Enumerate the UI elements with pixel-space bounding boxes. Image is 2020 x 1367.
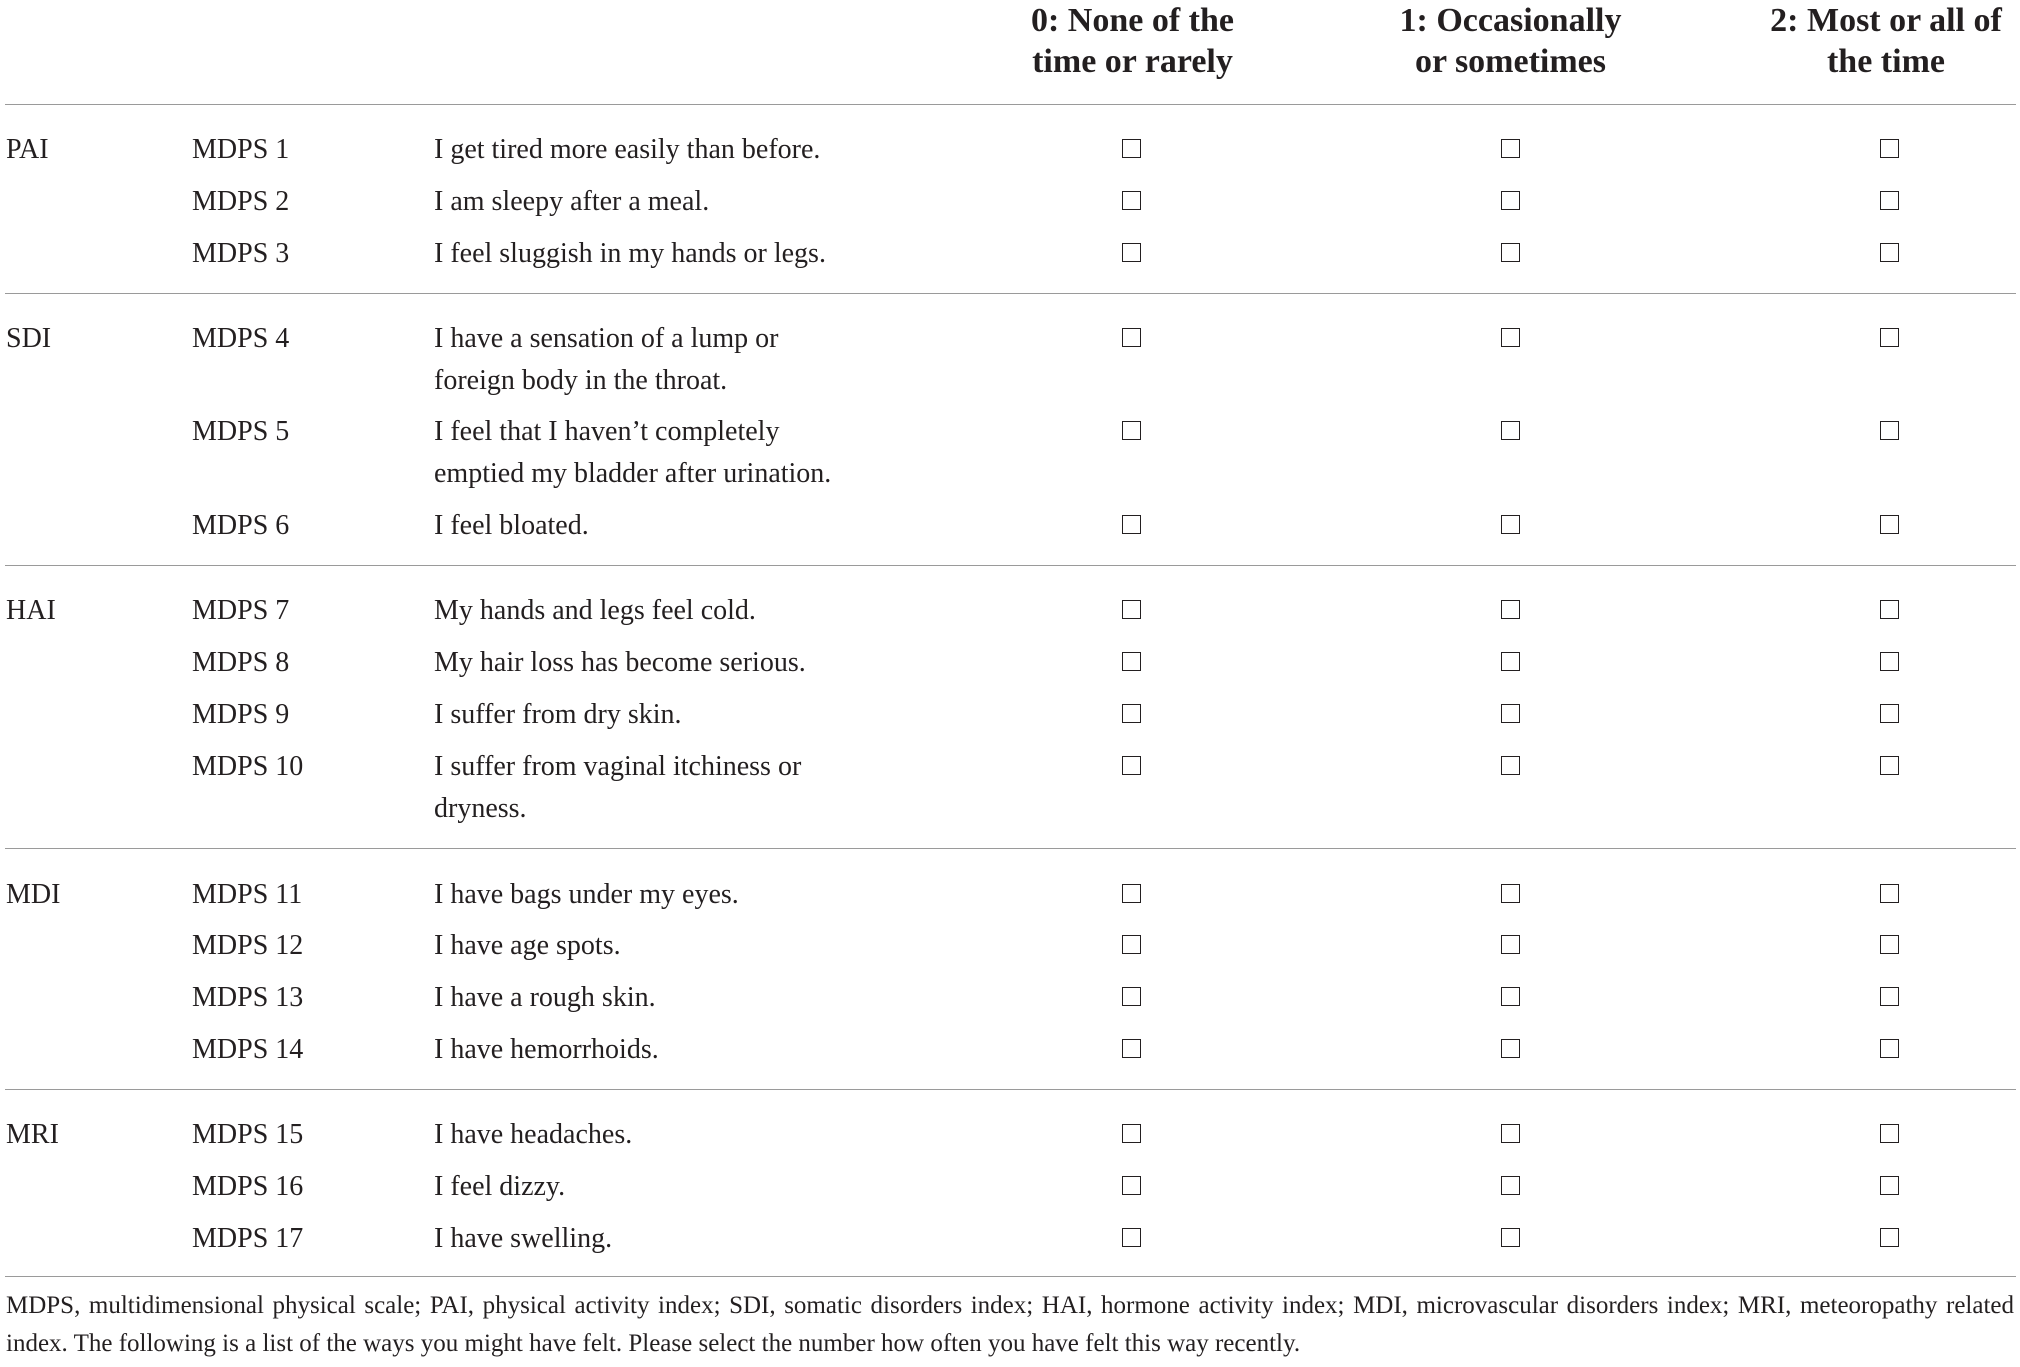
response-checkbox-2[interactable] bbox=[1880, 328, 1899, 347]
table-rule bbox=[5, 1276, 2016, 1277]
response-checkbox-0[interactable] bbox=[1122, 600, 1141, 619]
item-id: MDPS 12 bbox=[192, 930, 304, 961]
option-header-2: 2: Most or all of the time bbox=[1770, 2, 2002, 80]
item-id: MDPS 1 bbox=[192, 134, 290, 165]
response-checkbox-1[interactable] bbox=[1501, 191, 1520, 210]
response-checkbox-1[interactable] bbox=[1501, 421, 1520, 440]
table-rule bbox=[5, 104, 2016, 105]
response-checkbox-2[interactable] bbox=[1880, 1228, 1899, 1247]
item-id: MDPS 2 bbox=[192, 186, 290, 217]
item-statement: My hands and legs feel cold. bbox=[434, 595, 756, 626]
response-checkbox-2[interactable] bbox=[1880, 1039, 1899, 1058]
item-id: MDPS 9 bbox=[192, 699, 290, 730]
response-checkbox-0[interactable] bbox=[1122, 884, 1141, 903]
item-statement: I suffer from dry skin. bbox=[434, 699, 682, 730]
table-header bbox=[0, 0, 2016, 104]
table-rule bbox=[5, 565, 2016, 566]
item-id: MDPS 16 bbox=[192, 1171, 304, 1202]
response-checkbox-0[interactable] bbox=[1122, 704, 1141, 723]
item-id: MDPS 6 bbox=[192, 510, 290, 541]
item-statement: I feel dizzy. bbox=[434, 1171, 566, 1202]
response-checkbox-0[interactable] bbox=[1122, 1176, 1141, 1195]
group-label: HAI bbox=[6, 595, 56, 626]
item-id: MDPS 11 bbox=[192, 879, 303, 910]
response-checkbox-1[interactable] bbox=[1501, 515, 1520, 534]
item-statement: I have hemorrhoids. bbox=[434, 1034, 659, 1065]
item-id: MDPS 7 bbox=[192, 595, 290, 626]
response-checkbox-0[interactable] bbox=[1122, 1039, 1141, 1058]
item-statement: I have bags under my eyes. bbox=[434, 879, 739, 910]
table-footnote: MDPS, multidimensional physical scale; PAI, physical activity index; SDI, somatic disorders index; HAI, hormone activity index; MDI, microvascular disorders index; MRI, meteoropathy related index. The following is a list of the ways you might have felt. Please select the number how often you have felt this way recently. bbox=[6, 1292, 2014, 1357]
response-checkbox-1[interactable] bbox=[1501, 1176, 1520, 1195]
item-statement: I have swelling. bbox=[434, 1223, 613, 1254]
item-id: MDPS 8 bbox=[192, 647, 290, 678]
item-id: MDPS 15 bbox=[192, 1119, 304, 1150]
table-rule bbox=[5, 1089, 2016, 1090]
response-checkbox-1[interactable] bbox=[1501, 1228, 1520, 1247]
response-checkbox-2[interactable] bbox=[1880, 1176, 1899, 1195]
response-checkbox-2[interactable] bbox=[1880, 243, 1899, 262]
response-checkbox-1[interactable] bbox=[1501, 652, 1520, 671]
response-checkbox-0[interactable] bbox=[1122, 987, 1141, 1006]
response-checkbox-2[interactable] bbox=[1880, 756, 1899, 775]
group-label: SDI bbox=[6, 323, 52, 354]
response-checkbox-2[interactable] bbox=[1880, 515, 1899, 534]
response-checkbox-1[interactable] bbox=[1501, 987, 1520, 1006]
response-checkbox-0[interactable] bbox=[1122, 139, 1141, 158]
item-id: MDPS 13 bbox=[192, 982, 304, 1013]
item-id: MDPS 17 bbox=[192, 1223, 304, 1254]
response-checkbox-2[interactable] bbox=[1880, 704, 1899, 723]
response-checkbox-2[interactable] bbox=[1880, 935, 1899, 954]
response-checkbox-2[interactable] bbox=[1880, 987, 1899, 1006]
response-checkbox-2[interactable] bbox=[1880, 600, 1899, 619]
item-id: MDPS 3 bbox=[192, 238, 290, 269]
item-statement: My hair loss has become serious. bbox=[434, 647, 806, 678]
response-checkbox-0[interactable] bbox=[1122, 652, 1141, 671]
response-checkbox-0[interactable] bbox=[1122, 1124, 1141, 1143]
item-statement: I feel bloated. bbox=[434, 510, 589, 541]
item-id: MDPS 10 bbox=[192, 751, 304, 782]
response-checkbox-2[interactable] bbox=[1880, 652, 1899, 671]
item-id: MDPS 5 bbox=[192, 416, 290, 447]
response-checkbox-1[interactable] bbox=[1501, 328, 1520, 347]
response-checkbox-1[interactable] bbox=[1501, 756, 1520, 775]
response-checkbox-0[interactable] bbox=[1122, 328, 1141, 347]
item-statement: I get tired more easily than before. bbox=[434, 134, 821, 165]
option-header-0: 0: None of the time or rarely bbox=[1030, 2, 1235, 80]
item-statement: I have age spots. bbox=[434, 930, 621, 961]
response-checkbox-0[interactable] bbox=[1122, 191, 1141, 210]
item-statement: I have a rough skin. bbox=[434, 982, 656, 1013]
item-statement: I feel that I haven’t completely emptied my bladder after urination. bbox=[434, 416, 832, 489]
response-checkbox-2[interactable] bbox=[1880, 884, 1899, 903]
item-id: MDPS 14 bbox=[192, 1034, 304, 1065]
response-checkbox-1[interactable] bbox=[1501, 1124, 1520, 1143]
response-checkbox-1[interactable] bbox=[1501, 704, 1520, 723]
response-checkbox-0[interactable] bbox=[1122, 243, 1141, 262]
response-checkbox-1[interactable] bbox=[1501, 243, 1520, 262]
response-checkbox-2[interactable] bbox=[1880, 421, 1899, 440]
response-checkbox-0[interactable] bbox=[1122, 515, 1141, 534]
response-checkbox-1[interactable] bbox=[1501, 600, 1520, 619]
group-label: MRI bbox=[6, 1119, 59, 1150]
response-checkbox-1[interactable] bbox=[1501, 884, 1520, 903]
group-label: PAI bbox=[6, 134, 49, 165]
item-statement: I suffer from vaginal itchiness or dryness. bbox=[434, 751, 802, 824]
item-statement: I have headaches. bbox=[434, 1119, 633, 1150]
response-checkbox-2[interactable] bbox=[1880, 139, 1899, 158]
response-checkbox-1[interactable] bbox=[1501, 139, 1520, 158]
item-id: MDPS 4 bbox=[192, 323, 290, 354]
response-checkbox-0[interactable] bbox=[1122, 935, 1141, 954]
response-checkbox-2[interactable] bbox=[1880, 1124, 1899, 1143]
item-statement: I am sleepy after a meal. bbox=[434, 186, 710, 217]
table-rule bbox=[5, 293, 2016, 294]
table-rule bbox=[5, 848, 2016, 849]
response-checkbox-2[interactable] bbox=[1880, 191, 1899, 210]
response-checkbox-1[interactable] bbox=[1501, 1039, 1520, 1058]
item-statement: I feel sluggish in my hands or legs. bbox=[434, 238, 826, 269]
response-checkbox-0[interactable] bbox=[1122, 421, 1141, 440]
option-header-1: 1: Occasionally or sometimes bbox=[1399, 2, 1622, 80]
response-checkbox-0[interactable] bbox=[1122, 1228, 1141, 1247]
response-checkbox-0[interactable] bbox=[1122, 756, 1141, 775]
response-checkbox-1[interactable] bbox=[1501, 935, 1520, 954]
item-statement: I have a sensation of a lump or foreign body in the throat. bbox=[434, 323, 779, 396]
group-label: MDI bbox=[6, 879, 61, 910]
